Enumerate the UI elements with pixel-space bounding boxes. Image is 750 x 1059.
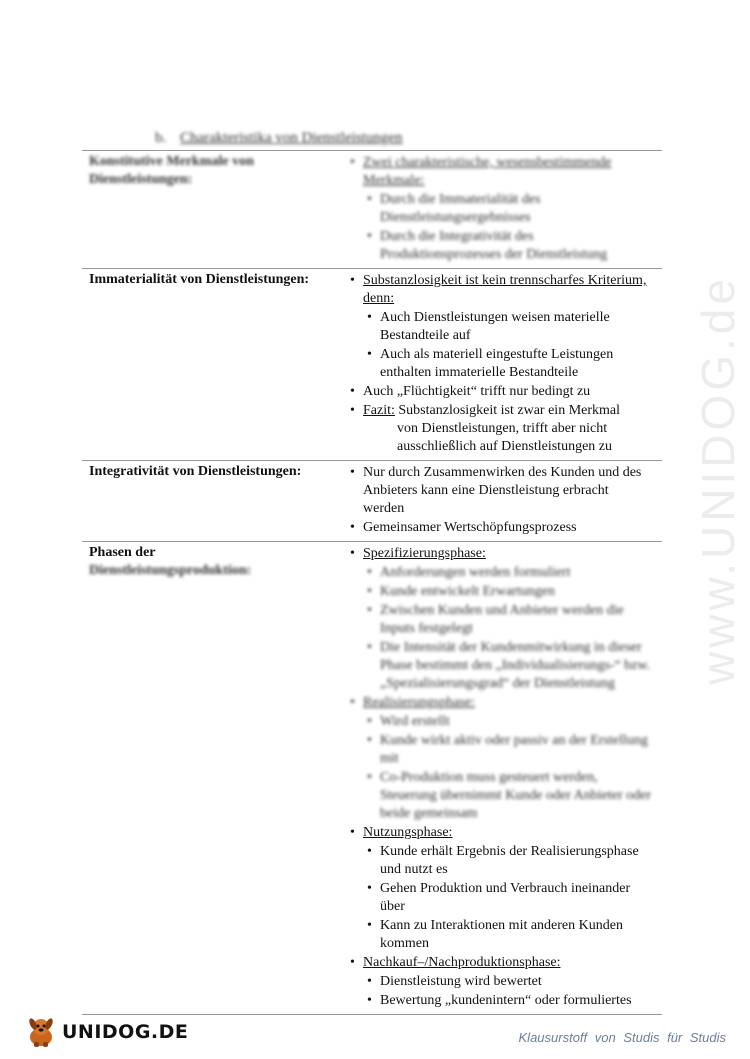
list-item: • Co-Produktion muss gesteuert werden, Steuerung übernimmt Kunde oder Anbieter oder beide gemeinsam [363, 769, 652, 823]
section-number: b. [155, 130, 167, 146]
footer-tagline: Klausurstoff von Studis für Studis [518, 1030, 726, 1045]
list-item: • Fazit: Substanzlosigkeit ist zwar ein Merkmal von Dienstleistungen, trifft aber nicht ausschließlich auf Dienstleistungen zu [339, 402, 652, 456]
list-item: • Nutzungsphase: • Kunde erhält Ergebnis der Realisierungsphase und nutzt es • Gehen Produktion und Verbrauch ineinander über • Kann zu Interaktionen mit anderen Kunden kommen [339, 824, 652, 953]
section-heading [155, 130, 402, 147]
unidog-logo[interactable] [24, 1015, 188, 1049]
list-item: • Nur durch Zusammenwirken des Kunden und des Anbieters kann eine Dienstleistung erbracht werden [339, 464, 652, 518]
table-row [82, 541, 662, 1015]
row-content [339, 153, 662, 264]
list-item: • Anforderungen werden formuliert [363, 564, 652, 582]
row-label [82, 544, 339, 1010]
list-item: • Bewertung „kundenintern“ oder formuliertes [363, 992, 652, 1010]
list-item: • Dienstleistung wird bewertet [363, 973, 652, 991]
list-item: • Auch als materiell eingestufte Leistungen enthalten immaterielle Bestandteile [363, 346, 652, 382]
list-item: • Durch die Integrativität des Produktionsprozesses der Dienstleistung [363, 228, 652, 264]
list-item: • Substanzlosigkeit ist kein trennscharfes Kriterium, denn: • Auch Dienstleistungen weisen materielle Bestandteile auf • Auch als materiell eingestufte Leistungen enthalten immaterielle Bestandteile [339, 272, 652, 382]
content-table [82, 150, 662, 1015]
list-item: • Durch die Immaterialität des Dienstleistungsergebnisses [363, 191, 652, 227]
table-row [82, 268, 662, 460]
list-item: • Spezifizierungsphase: • Anforderungen werden formuliert • Kunde entwickelt Erwartungen • Zwischen Kunden und Anbieter werden die Inputs festgelegt • Die Intensität der Kundenmitwirkung in dieser Phase bestimmt den „Individualisierungs-“ bzw. „Spezialisierungsgrad“ der Dienstleistung [339, 545, 652, 693]
list-item: • Wird erstellt [363, 713, 652, 731]
row-content [339, 271, 662, 456]
list-item: • Auch „Flüchtigkeit“ trifft nur bedingt zu [339, 383, 652, 401]
row-label: Immaterialität von Dienstleistungen: [89, 272, 310, 287]
dog-mascot-icon [24, 1015, 58, 1049]
table-row [82, 150, 662, 268]
table-row [82, 460, 662, 541]
row-label: Konstitutive Merkmale von Dienstleistungen: [89, 154, 254, 187]
row-label-line: Phasen der [89, 545, 156, 560]
list-item: • Kunde entwickelt Erwartungen [363, 583, 652, 601]
row-label-line: Dienstleistungsproduktion: [89, 563, 252, 578]
section-title: Charakteristika von Dienstleistungen [180, 130, 403, 146]
list-item: • Kunde erhält Ergebnis der Realisierungsphase und nutzt es [363, 843, 652, 879]
row-label: Integrativität von Dienstleistungen: [89, 464, 302, 479]
list-item: • Nachkauf–/Nachproduktionsphase: • Dienstleistung wird bewertet • Bewertung „kundenintern“ oder formuliertes [339, 954, 652, 1010]
list-item: • Realisierungsphase: • Wird erstellt • Kunde wirkt aktiv oder passiv an der Erstellung mit • Co-Produktion muss gesteuert werden, Steuerung übernimmt Kunde oder Anbieter oder beide gemeinsam [339, 694, 652, 823]
list-item: • Auch Dienstleistungen weisen materielle Bestandteile auf [363, 309, 652, 345]
list-item: • Gehen Produktion und Verbrauch ineinander über [363, 880, 652, 916]
list-item: • Die Intensität der Kundenmitwirkung in dieser Phase bestimmt den „Individualisierungs-“ bzw. „Spezialisierungsgrad“ der Dienstleistung [363, 639, 652, 693]
list-item: • Kunde wirkt aktiv oder passiv an der Erstellung mit [363, 732, 652, 768]
row-content [339, 544, 662, 1010]
list-item: • Zwei charakteristische, wesensbestimmende Merkmale: • Durch die Immaterialität des Dienstleistungsergebnisses • Durch die Integrativität des Produktionsprozesses der Dienstleistung [339, 154, 652, 264]
list-item: • Gemeinsamer Wertschöpfungsprozess [339, 519, 652, 537]
row-content [339, 463, 662, 537]
watermark: www.UNIDOG.de [692, 275, 744, 685]
list-item: • Kann zu Interaktionen mit anderen Kunden kommen [363, 917, 652, 953]
list-item: • Zwischen Kunden und Anbieter werden die Inputs festgelegt [363, 602, 652, 638]
logo-text: UNIDOG.DE [62, 1021, 189, 1043]
